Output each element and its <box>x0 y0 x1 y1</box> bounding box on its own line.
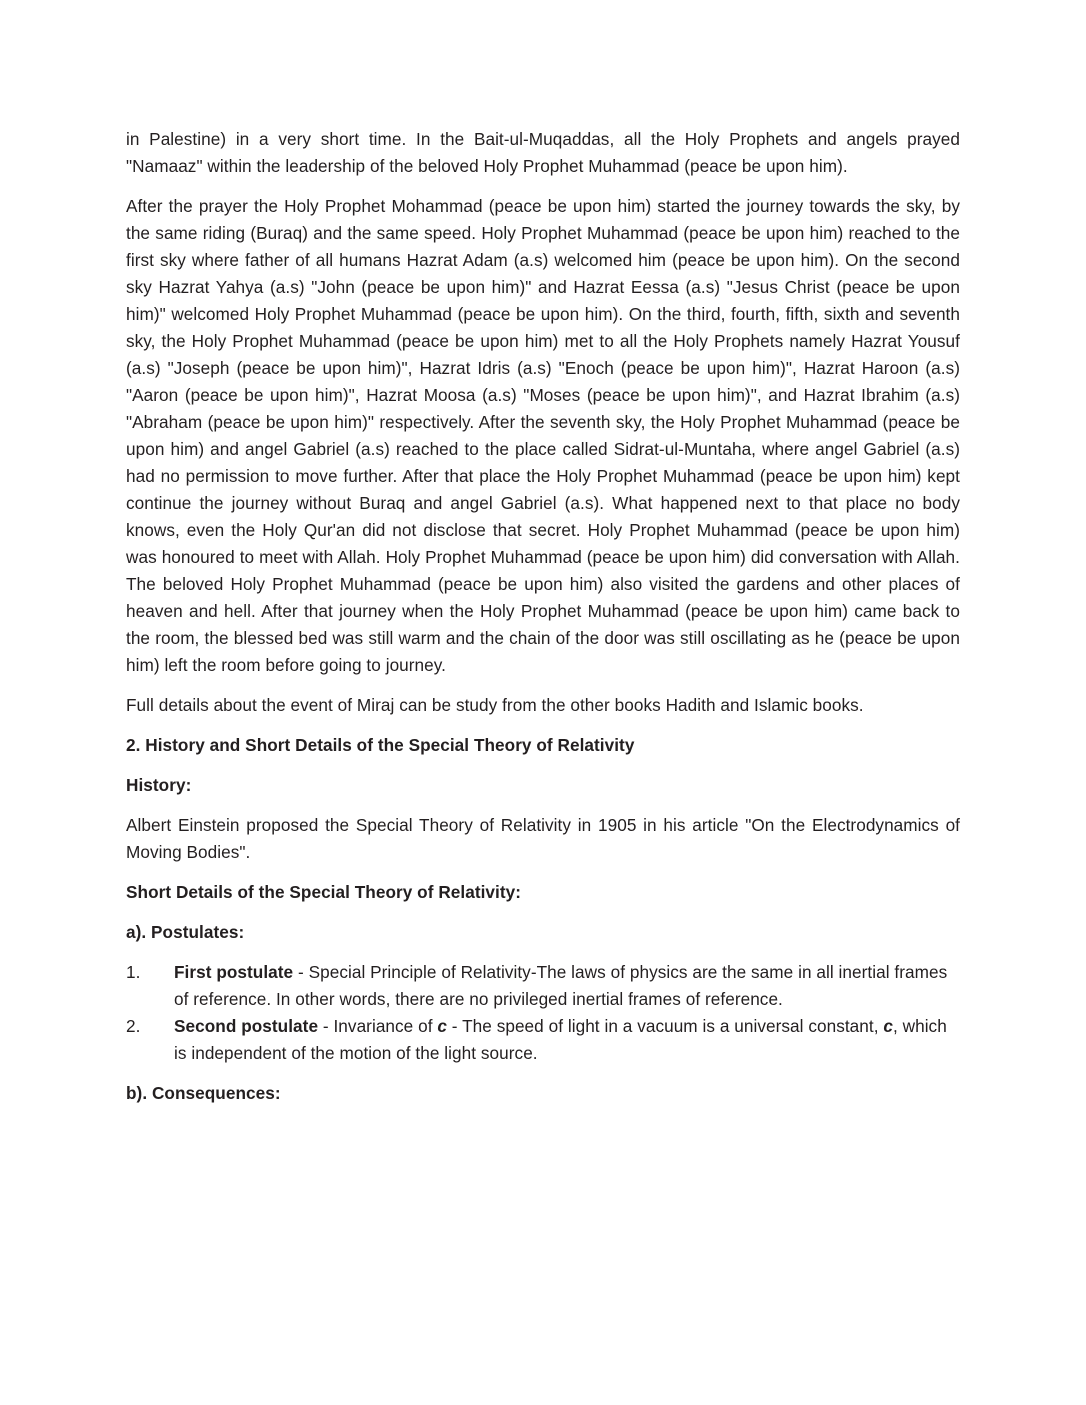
page-content <box>126 126 960 1120</box>
heading-b-consequences: b). Consequences: <box>126 1083 281 1103</box>
postulate-first-lead: First postulate <box>174 962 294 982</box>
postulate-first-text <box>174 959 960 1013</box>
postulates-list <box>126 959 960 1067</box>
postulate-second-rest-c: , which is independent of the motion of the light source. <box>174 1016 947 1063</box>
paragraph-albert-einstein-1905: Albert Einstein proposed the Special Theory of Relativity in 1905 in his article "On the Electrodynamics of Moving Bodies". <box>126 815 960 862</box>
heading-a-postulates: a). Postulates: <box>126 922 245 942</box>
list-item <box>126 1013 960 1067</box>
symbol-c-first: c <box>437 1016 447 1036</box>
paragraph-miraj-journey-to-the-skies: After the prayer the Holy Prophet Mohammad (peace be upon him) started the journey towards the sky, by the same riding (Buraq) and the same speed. Holy Prophet Muhammad (peace be upon him) reached to the first sky where father of all humans Hazrat Adam (a.s) welcomed him (peace be upon him). On the second sky Hazrat Yahya (a.s) "John (peace be upon him)" and Hazrat Eessa (a.s) "Jesus Christ (peace be upon him)" welcomed Holy Prophet Muhammad (peace be upon him). On the third, fourth, fifth, sixth and seventh sky, the Holy Prophet Muhammad (peace be upon him) met to all the Holy Prophets namely Hazrat Yousuf (a.s) "Joseph (peace be upon him)", Hazrat Idris (a.s) "Enoch (peace be upon him)", Hazrat Haroon (a.s) "Aaron (peace be upon him)", Hazrat Moosa (a.s) "Moses (peace be upon him)", and Hazrat Ibrahim (a.s) "Abraham (peace be upon him)" respectively. After the seventh sky, the Holy Prophet Muhammad (peace be upon him) and angel Gabriel (a.s) reached to the place called Sidrat-ul-Muntaha, where angel Gabriel (a.s) had no permission to move further. After that place the Holy Prophet Muhammad (peace be upon him) kept continue the journey without Buraq and angel Gabriel (a.s). What happened next to that place no body knows, even the Holy Qur'an did not disclose that secret. Holy Prophet Muhammad (peace be upon him) was honoured to meet with Allah. Holy Prophet Muhammad (peace be upon him) did conversation with Allah. The beloved Holy Prophet Muhammad (peace be upon him) also visited the gardens and other places of heaven and hell. After that journey when the Holy Prophet Muhammad (peace be upon him) came back to the room, the blessed bed was still warm and the chain of the door was still oscillating as he (peace be upon him) left the room before going to journey. <box>126 196 960 675</box>
postulate-second-lead: Second postulate <box>174 1016 319 1036</box>
postulate-second-rest-a: - Invariance of <box>318 1016 438 1036</box>
postulate-second-text <box>174 1013 960 1067</box>
postulate-second-rest-b: - The speed of light in a vacuum is a universal constant, <box>446 1016 884 1036</box>
symbol-c-second: c <box>883 1016 893 1036</box>
heading-short-details-special-theory: Short Details of the Special Theory of Relativity: <box>126 882 522 902</box>
postulate-first-rest: - Special Principle of Relativity-The laws of physics are the same in all inertial frames of reference. In other words, there are no privileged inertial frames of reference. <box>174 962 948 1009</box>
list-item <box>126 959 960 1013</box>
heading-section-2-history-short-details: 2. History and Short Details of the Special Theory of Relativity <box>126 735 635 755</box>
paragraph-miraj-full-details-reference: Full details about the event of Miraj can be study from the other books Hadith and Islamic books. <box>126 695 864 715</box>
heading-history: History: <box>126 775 192 795</box>
paragraph-continuation-miraj-bait-ul-muqaddas: in Palestine) in a very short time. In the Bait-ul-Muqaddas, all the Holy Prophets and angels prayed "Namaaz" within the leadership of the beloved Holy Prophet Muhammad (peace be upon him). <box>126 129 960 176</box>
